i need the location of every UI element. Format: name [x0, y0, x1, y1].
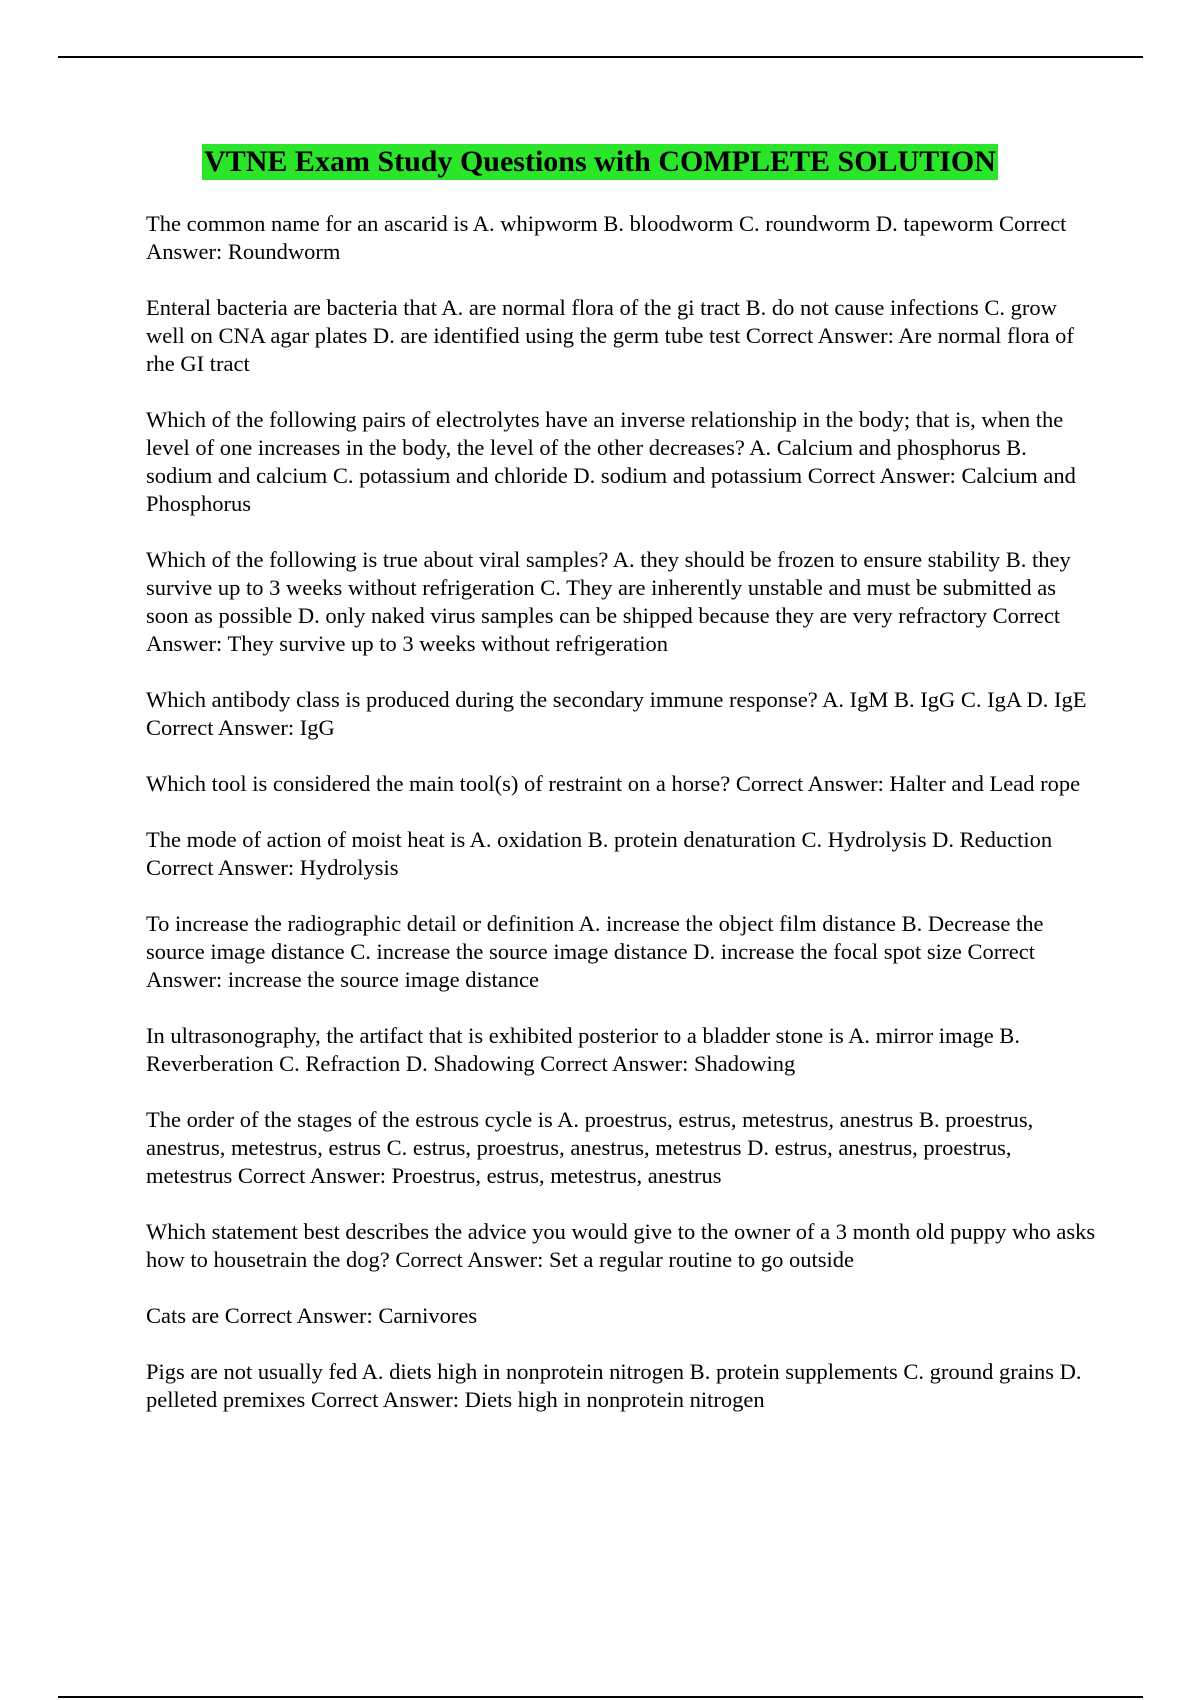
question-item: Which of the following is true about viral samples? A. they should be frozen to ensure stability B. they survive up to 3 weeks without refrigeration C. They are inherently unstable and must be submitted as soon as possible D. only naked virus samples can be shipped because they are very refractory Correct Answer: They survive up to 3 weeks without refrigeration	[146, 547, 1071, 656]
top-rule	[58, 56, 1143, 58]
question-item: Cats are Correct Answer: Carnivores	[146, 1303, 478, 1328]
question-item: To increase the radiographic detail or definition A. increase the object film distance B. Decrease the source image distance C. increase the source image distance D. increase the focal spot size Correct Answer: increase the source image distance	[146, 911, 1044, 992]
question-item: The mode of action of moist heat is A. oxidation B. protein denaturation C. Hydrolysis D. Reduction Correct Answer: Hydrolysis	[146, 827, 1053, 880]
title-container	[0, 144, 1200, 180]
question-list	[146, 210, 1096, 1442]
document-title: VTNE Exam Study Questions with COMPLETE SOLUTION	[204, 145, 996, 178]
bottom-rule	[58, 1696, 1143, 1698]
question-item: The common name for an ascarid is A. whipworm B. bloodworm C. roundworm D. tapeworm Correct Answer: Roundworm	[146, 211, 1067, 264]
question-item: Which statement best describes the advice you would give to the owner of a 3 month old puppy who asks how to housetrain the dog? Correct Answer: Set a regular routine to go outside	[146, 1219, 1096, 1272]
question-item: Enteral bacteria are bacteria that A. are normal flora of the gi tract B. do not cause infections C. grow well on CNA agar plates D. are identified using the germ tube test Correct Answer: Are normal flora of rhe GI tract	[146, 295, 1074, 376]
question-item: The order of the stages of the estrous cycle is A. proestrus, estrus, metestrus, anestrus B. proestrus, anestrus, metestrus, estrus C. estrus, proestrus, anestrus, metestrus D. estrus, anestrus, proestrus, metestrus Correct Answer: Proestrus, estrus, metestrus, anestrus	[146, 1107, 1034, 1188]
question-item: In ultrasonography, the artifact that is exhibited posterior to a bladder stone is A. mirror image B. Reverberation C. Refraction D. Shadowing Correct Answer: Shadowing	[146, 1023, 1020, 1076]
question-item: Which tool is considered the main tool(s) of restraint on a horse? Correct Answer: Halter and Lead rope	[146, 771, 1081, 796]
question-item: Which antibody class is produced during the secondary immune response? A. IgM B. IgG C. IgA D. IgE Correct Answer: IgG	[146, 687, 1087, 740]
question-item: Which of the following pairs of electrolytes have an inverse relationship in the body; that is, when the level of one increases in the body, the level of the other decreases? A. Calcium and phosphorus B. sodium and calcium C. potassium and chloride D. sodium and potassium Correct Answer: Calcium and Phosphorus	[146, 407, 1076, 516]
question-item: Pigs are not usually fed A. diets high in nonprotein nitrogen B. protein supplements C. ground grains D. pelleted premixes Correct Answer: Diets high in nonprotein nitrogen	[146, 1359, 1082, 1412]
